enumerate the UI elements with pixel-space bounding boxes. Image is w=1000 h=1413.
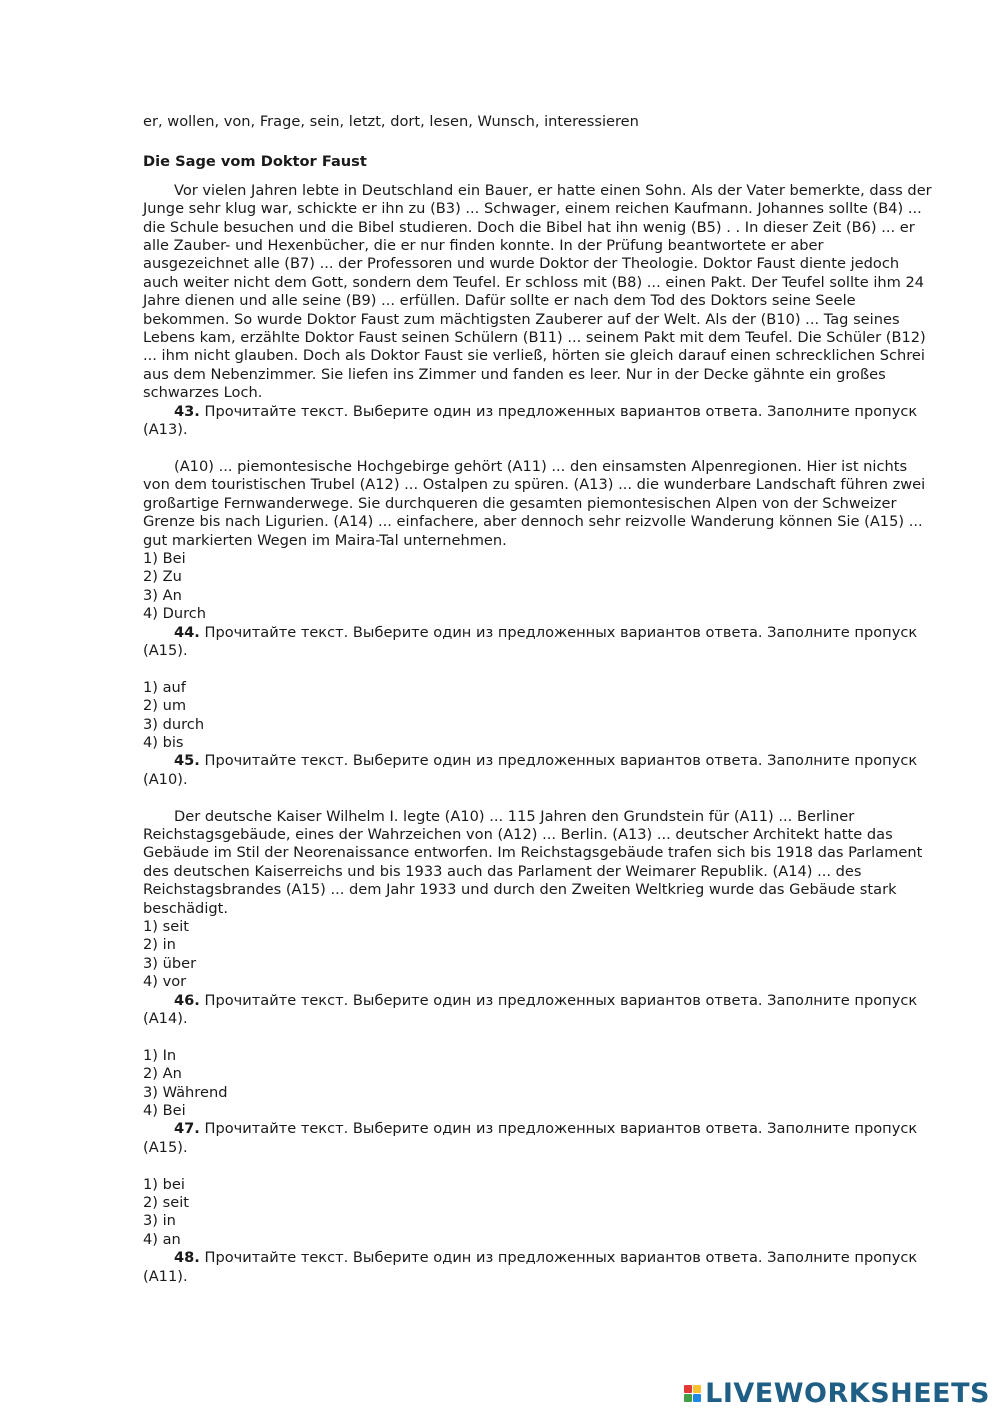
option-45-4[interactable]: 4) vor <box>143 973 187 991</box>
question-number: 46. <box>174 991 200 1009</box>
passage-45: Der deutsche Kaiser Wilhelm I. legte (A10) ... 115 Jahren den Grundstein für (A11) ... Berliner Reichstagsgebäude, eines der Wahrzeichen von (A12) ... Berlin. (A13) ... deutscher Architekt hatte das Gebäude im Stil der Neorenaissance entworfen. Im Reichstagsgebäude trafen sich bis 1918 das Parlament des deutschen Kaiserreichs und bis 1933 auch das Parlament der Weimarer Republik. (A14) ... des Reichstagsbrandes (A15) ... dem Jahr 1933 und durch den Zweiten Weltkrieg wurde das Gebäude stark beschädigt. <box>143 807 923 917</box>
question-number: 48. <box>174 1249 200 1267</box>
question-text: Прочитайте текст. Выберите один из предложенных вариантов ответа. Заполните пропуск (A15). <box>143 1120 918 1156</box>
option-43-4[interactable]: 4) Durch <box>143 605 207 623</box>
question-48 <box>143 1249 933 1286</box>
option-45-1[interactable]: 1) seit <box>143 918 189 936</box>
question-44 <box>143 624 933 661</box>
word-bank: er, wollen, von, Frage, sein, letzt, dort, lesen, Wunsch, interessieren <box>143 113 639 130</box>
logo-text: LIVEWORKSHEETS <box>705 1377 990 1409</box>
question-45 <box>143 752 933 789</box>
passage-43: (A10) ... piemontesische Hochgebirge gehört (A11) ... den einsamsten Alpenregionen. Hier ist nichts von dem touristischen Trubel (A12) ... Ostalpen zu spüren. (A13) ... die wunderbare Landschaft führen zwei großartige Fernwanderwege. Sie durchqueren die gesamten piemontesischen Alpen von der Schweizer Grenze bis nach Ligurien. (A14) ... einfachere, aber dennoch sehr reizvolle Wanderung können Sie (A15) ... gut markierten Wegen im Maira-Tal unternehmen. <box>143 457 926 549</box>
question-47 <box>143 1120 933 1157</box>
question-text: Прочитайте текст. Выберите один из предложенных вариантов ответа. Заполните пропуск (A10). <box>143 752 918 788</box>
option-47-3[interactable]: 3) in <box>143 1212 176 1230</box>
option-44-2[interactable]: 2) um <box>143 697 187 715</box>
question-number: 43. <box>174 402 200 420</box>
liveworksheets-logo[interactable] <box>684 1379 990 1407</box>
option-45-2[interactable]: 2) in <box>143 936 176 954</box>
option-44-4[interactable]: 4) bis <box>143 733 184 751</box>
question-number: 44. <box>174 623 200 641</box>
question-text: Прочитайте текст. Выберите один из предложенных вариантов ответа. Заполните пропуск (A15). <box>143 623 918 659</box>
worksheet-page <box>143 113 933 1286</box>
option-43-3[interactable]: 3) An <box>143 586 182 604</box>
question-text: Прочитайте текст. Выберите один из предложенных вариантов ответа. Заполните пропуск (A11). <box>143 1249 918 1285</box>
question-text: Прочитайте текст. Выберите один из предложенных вариантов ответа. Заполните пропуск (A14). <box>143 991 918 1028</box>
option-47-2[interactable]: 2) seit <box>143 1194 189 1212</box>
option-46-4[interactable]: 4) Bei <box>143 1102 186 1120</box>
question-number: 45. <box>174 752 200 770</box>
question-number: 47. <box>174 1120 200 1138</box>
option-46-1[interactable]: 1) In <box>143 1046 177 1064</box>
option-43-1[interactable]: 1) Bei <box>143 549 186 567</box>
option-46-2[interactable]: 2) An <box>143 1065 182 1083</box>
option-43-2[interactable]: 2) Zu <box>143 568 182 586</box>
option-44-3[interactable]: 3) durch <box>143 715 205 733</box>
question-46 <box>143 992 933 1029</box>
logo-mark-icon <box>684 1385 701 1402</box>
option-47-1[interactable]: 1) bei <box>143 1175 185 1193</box>
option-46-3[interactable]: 3) Während <box>143 1083 228 1101</box>
option-44-1[interactable]: 1) auf <box>143 678 186 696</box>
option-47-4[interactable]: 4) an <box>143 1230 181 1248</box>
story-text: Vor vielen Jahren lebte in Deutschland ein Bauer, er hatte einen Sohn. Als der Vater bemerkte, dass der Junge sehr klug war, schickte er ihn zu (B3) ... Schwager, einem reichen Kaufmann. Johannes sollte (B4) ... die Schule besuchen und die Bibel studieren. Doch die Bibel hat ihn wenig (B5) . . In dieser Zeit (B6) ... er alle Zauber- und Hexenbücher, die er nur finden konnte. In der Prüfung beantwortete er aber ausgezeichnet alle (B7) ... der Professoren und wurde Doktor der Theologie. Doktor Faust diente jedoch auch weiter nicht dem Gott, sondern dem Teufel. Er schloss mit (B8) ... einen Pakt. Der Teufel sollte ihm 24 Jahre dienen und alle seine (B9) ... erfüllen. Dafür sollte er nach dem Tod des Doktors seine Seele bekommen. So wurde Doktor Faust zum mächtigsten Zauberer auf der Welt. Als der (B10) ... Tag seines Lebens kam, erzählte Doktor Faust seinen Schülern (B11) ... seinem Pakt mit dem Teufel. Die Schüler (B12) ... ihm nicht glauben. Doch als Doktor Faust sie verließ, hörten sie gleich darauf einen schrecklichen Schrei aus dem Nebenzimmer. Sie liefen ins Zimmer und fanden es leer. Nur in der Decke gähnte ein großes schwarzes Loch. <box>143 181 932 402</box>
question-text: Прочитайте текст. Выберите один из предложенных вариантов ответа. Заполните пропуск (A13). <box>143 402 918 439</box>
option-45-3[interactable]: 3) über <box>143 954 197 972</box>
story-title: Die Sage vom Doktor Faust <box>143 153 367 171</box>
question-43 <box>143 403 933 440</box>
